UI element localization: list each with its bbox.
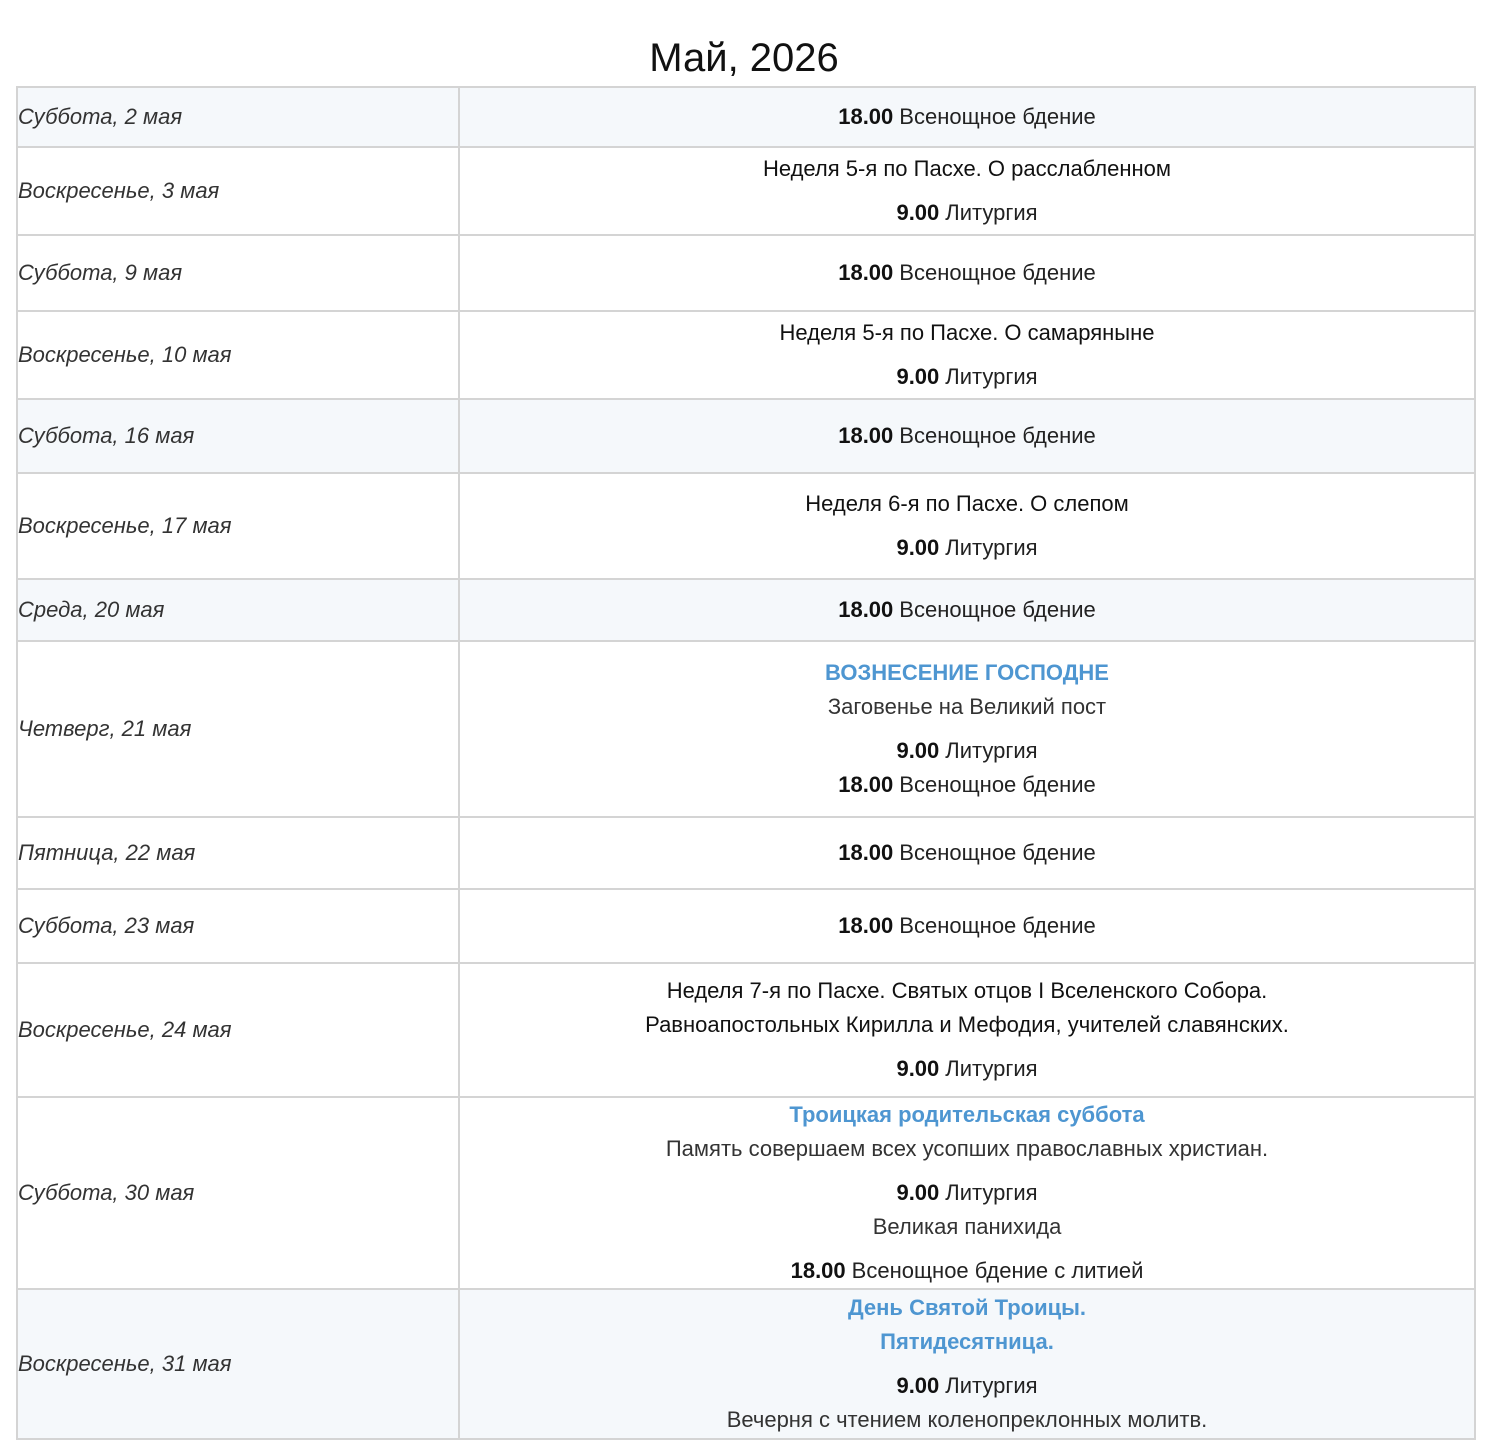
service-line [460,531,1474,565]
schedule-row [17,87,1475,147]
schedule-date: Суббота, 2 мая [17,87,459,147]
service-line [460,196,1474,230]
text-line [460,487,1474,521]
service-name: Литургия [945,1056,1038,1081]
schedule-services [459,87,1475,147]
schedule-row [17,1097,1475,1289]
schedule-services [459,641,1475,817]
text-line [460,1210,1474,1244]
service-name: Всенощное бдение [899,913,1096,938]
service-name: Литургия [945,1180,1038,1205]
text-line [460,152,1474,186]
schedule-row [17,399,1475,473]
text-line [460,690,1474,724]
schedule-date: Воскресенье, 3 мая [17,147,459,235]
schedule-date: Четверг, 21 мая [17,641,459,817]
service-line [460,419,1474,453]
schedule-table [16,86,1476,1440]
service-note: Великая панихида [872,1214,1062,1239]
service-line [460,909,1474,943]
text-line [460,656,1474,690]
schedule-date: Воскресенье, 24 мая [17,963,459,1097]
service-time: 18.00 [838,597,894,622]
service-name: Всенощное бдение [899,597,1096,622]
service-name: Литургия [945,364,1038,389]
service-name: Литургия [945,738,1038,763]
schedule-row [17,889,1475,963]
schedule-date: Воскресенье, 10 мая [17,311,459,399]
schedule-row [17,235,1475,311]
schedule-services [459,311,1475,399]
service-note: Заговенье на Великий пост [827,694,1107,719]
service-line [460,256,1474,290]
service-time: 9.00 [896,1373,940,1398]
service-name: Всенощное бдение [899,772,1096,797]
service-name: Всенощное бдение [899,104,1096,129]
schedule-services [459,579,1475,641]
service-time: 18.00 [838,104,894,129]
schedule-services [459,235,1475,311]
schedule-date: Пятница, 22 мая [17,817,459,889]
service-time: 18.00 [838,260,894,285]
schedule-services [459,1097,1475,1289]
schedule-row [17,963,1475,1097]
text-line [460,1008,1474,1042]
service-line [460,734,1474,768]
schedule-row [17,147,1475,235]
feast-name: Троицкая родительская суббота [789,1102,1145,1127]
day-title: Неделя 5-я по Пасхе. О расслабленном [762,156,1172,181]
feast-name: Пятидесятница. [880,1329,1054,1354]
schedule-date: Суббота, 23 мая [17,889,459,963]
service-line [460,768,1474,802]
service-line [460,100,1474,134]
page-title: Май, 2026 [649,36,839,80]
text-line [460,1098,1474,1132]
schedule-date: Воскресенье, 17 мая [17,473,459,579]
schedule-body [17,87,1475,1439]
text-line [460,1403,1474,1437]
service-line [460,1254,1474,1288]
schedule-services [459,889,1475,963]
schedule-services [459,147,1475,235]
schedule-row [17,579,1475,641]
service-name: Всенощное бдение [899,260,1096,285]
service-name: Литургия [945,535,1038,560]
schedule-date: Воскресенье, 31 мая [17,1289,459,1439]
service-note: Память совершаем всех усопших православных христиан. [665,1136,1269,1161]
schedule-services [459,963,1475,1097]
service-time: 9.00 [896,200,940,225]
day-title: Неделя 5-я по Пасхе. О самаряныне [779,320,1155,345]
schedule-services [459,817,1475,889]
schedule-date: Среда, 20 мая [17,579,459,641]
service-time: 18.00 [838,840,894,865]
service-time: 18.00 [838,913,894,938]
service-line [460,593,1474,627]
schedule-services [459,473,1475,579]
day-title: Неделя 6-я по Пасхе. О слепом [805,491,1129,516]
schedule-row [17,311,1475,399]
service-line [460,1176,1474,1210]
service-line [460,1052,1474,1086]
service-time: 9.00 [896,1180,940,1205]
day-title: Равноапостольных Кирилла и Мефодия, учителей славянских. [645,1012,1289,1037]
service-time: 18.00 [838,772,894,797]
service-name: Всенощное бдение [899,423,1096,448]
text-line [460,1291,1474,1325]
feast-name: ВОЗНЕСЕНИЕ ГОСПОДНЕ [825,660,1109,685]
feast-name: День Святой Троицы. [847,1295,1087,1320]
schedule-row [17,1289,1475,1439]
service-name: Всенощное бдение с литией [851,1258,1144,1283]
schedule-row [17,641,1475,817]
service-time: 9.00 [896,1056,940,1081]
schedule-row [17,817,1475,889]
service-line [460,360,1474,394]
service-name: Всенощное бдение [899,840,1096,865]
service-name: Литургия [945,1373,1038,1398]
service-name: Литургия [945,200,1038,225]
schedule-date: Суббота, 16 мая [17,399,459,473]
service-time: 9.00 [896,535,940,560]
service-line [460,1369,1474,1403]
schedule-date: Суббота, 9 мая [17,235,459,311]
text-line [460,1325,1474,1359]
text-line [460,1132,1474,1166]
day-title: Неделя 7-я по Пасхе. Святых отцов I Вселенского Собора. [666,978,1268,1003]
text-line [460,974,1474,1008]
service-line [460,836,1474,870]
schedule-row [17,473,1475,579]
service-note: Вечерня с чтением коленопреклонных молитв. [726,1407,1208,1432]
schedule-date: Суббота, 30 мая [17,1097,459,1289]
schedule-services [459,1289,1475,1439]
schedule-services [459,399,1475,473]
service-time: 9.00 [896,364,940,389]
service-time: 9.00 [896,738,940,763]
text-line [460,316,1474,350]
service-time: 18.00 [790,1258,846,1283]
service-time: 18.00 [838,423,894,448]
